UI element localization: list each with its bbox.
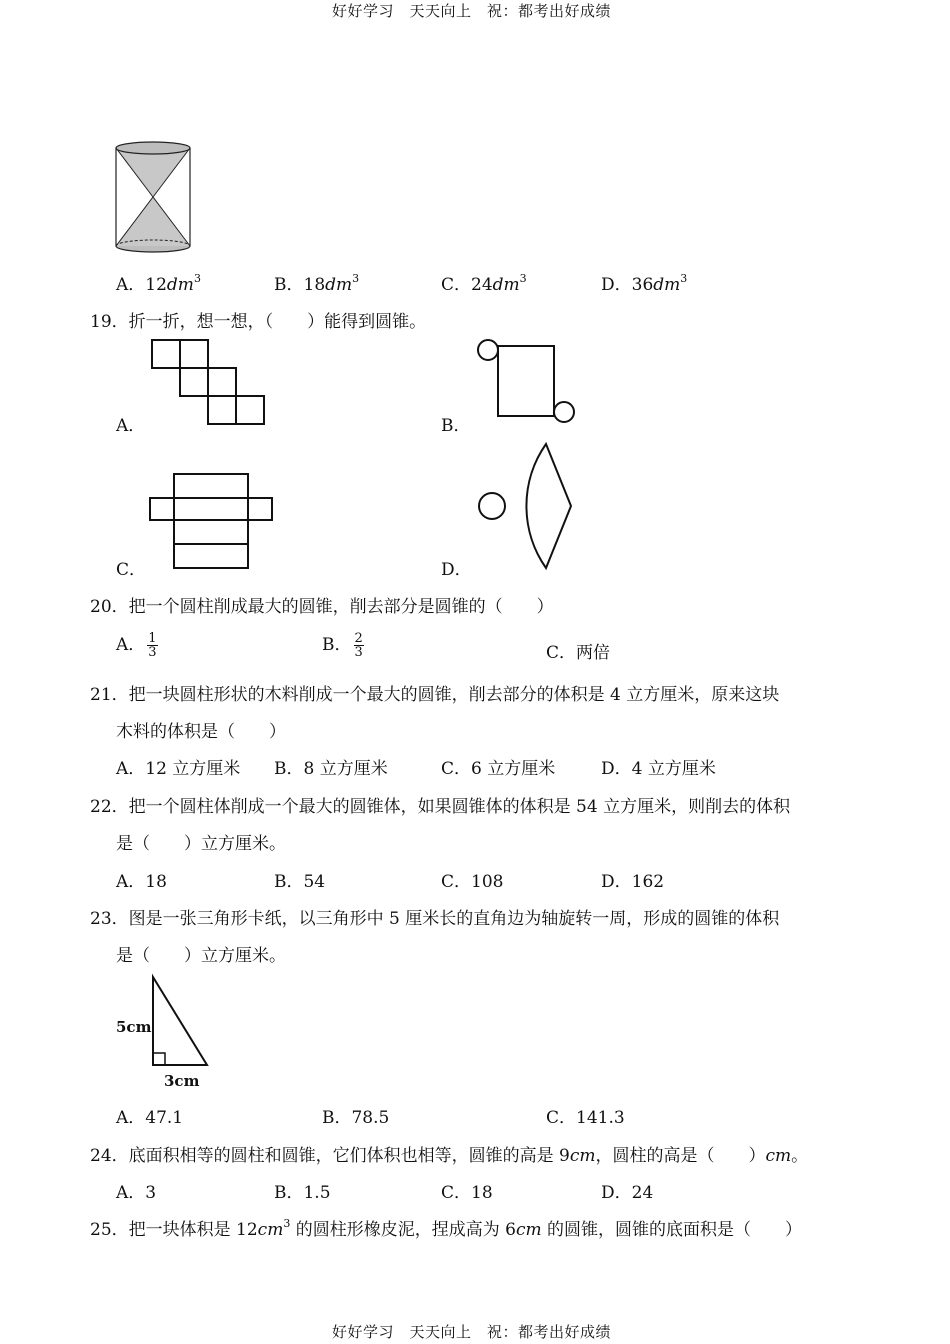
option-value: 36 [631,275,654,295]
q22-text-line1: 22．把一个圆柱体削成一个最大的圆锥体，如果圆锥体的体积是 54 立方厘米，则削去的体积 [90,797,791,817]
unit: dm [166,275,194,295]
option-value: 18 [303,275,326,295]
triangle-base-label: 3cm [164,1072,200,1090]
exponent: 3 [519,272,527,286]
option-label: B． [274,275,304,295]
q20-option-b[interactable] [322,630,364,659]
q25-text [90,1215,802,1240]
q22-option-c[interactable]: C．108 [441,872,504,892]
q19-net-c-figure [148,472,274,570]
q21-option-d[interactable]: D．4 立方厘米 [601,759,716,779]
q19-option-d[interactable]: D． [441,560,472,580]
q22-option-a[interactable]: A．18 [116,872,167,892]
q19-net-a-figure [150,338,266,426]
q22-option-d[interactable]: D．162 [601,872,665,892]
q20-option-c[interactable]: C．两倍 [546,643,611,663]
q19-net-b-figure [476,338,580,426]
q24-option-c[interactable]: C．18 [441,1183,493,1203]
q18-option-b[interactable] [274,270,359,295]
unit: dm [492,275,520,295]
q18-option-d[interactable] [601,270,687,295]
q23-option-a[interactable]: A．47.1 [116,1108,184,1128]
q25-text-end: 的圆锥，圆锥的底面积是（ ） [541,1220,803,1240]
numerator: 2 [354,631,363,646]
q21-option-a[interactable]: A．12 立方厘米 [116,759,241,779]
q24-text-middle: ，圆柱的高是（ ） [595,1146,766,1166]
option-label: A． [116,275,146,295]
exponent: 3 [283,1217,291,1231]
q19-text: 19．折一折，想一想，（ ）能得到圆锥。 [90,312,427,332]
exponent: 3 [680,272,688,286]
q19-option-b[interactable]: B． [441,416,471,436]
page-footer: 好好学习 天天向上 祝：都考出好成绩 [332,1323,612,1341]
q19-option-c[interactable]: C． [116,560,147,580]
unit: dm [653,275,681,295]
q25-text-prefix: 25．把一块体积是 12 [90,1220,258,1240]
q20-option-a[interactable] [116,630,158,659]
q24-option-d[interactable]: D．24 [601,1183,654,1203]
q18-option-c[interactable] [441,270,527,295]
unit: dm [325,275,353,295]
q22-option-b[interactable]: B．54 [274,872,326,892]
q21-text-line2: 木料的体积是（ ） [116,722,286,742]
unit: cm [765,1146,792,1166]
option-value: 24 [471,275,493,295]
q24-option-b[interactable]: B．1.5 [274,1183,331,1203]
option-label: B． [322,635,352,655]
option-value: 12 [145,275,167,295]
unit: cm [515,1220,542,1240]
denominator: 3 [354,645,363,660]
q18-option-a[interactable] [116,270,201,295]
numerator: 1 [148,631,157,646]
fraction [354,632,364,659]
option-label: D． [601,275,632,295]
q21-text-line1: 21．把一块圆柱形状的木料削成一个最大的圆锥，削去部分的体积是 4 立方厘米，原来这块 [90,685,780,705]
q21-option-b[interactable]: B．8 立方厘米 [274,759,388,779]
q24-text-end: 。 [791,1146,809,1166]
q23-option-c[interactable]: C．141.3 [546,1108,625,1128]
q19-option-a[interactable]: A． [116,416,146,436]
option-label: A． [116,635,146,655]
cylinder-cones-figure [108,138,198,256]
q23-text-line2: 是（ ）立方厘米。 [116,946,286,966]
page-header: 好好学习 天天向上 祝：都考出好成绩 [332,2,612,20]
right-triangle-figure [150,975,212,1069]
denominator: 3 [148,645,157,660]
q23-text-line1: 23．图是一张三角形卡纸，以三角形中 5 厘米长的直角边为轴旋转一周，形成的圆锥的体积 [90,909,780,929]
unit: cm [569,1146,596,1166]
q24-option-a[interactable]: A．3 [116,1183,157,1203]
fraction [147,632,157,659]
q21-option-c[interactable]: C．6 立方厘米 [441,759,556,779]
q24-text-prefix: 24．底面积相等的圆柱和圆锥，它们体积也相等，圆锥的高是 9 [90,1146,570,1166]
q19-net-d-figure [476,442,576,572]
q20-text: 20．把一个圆柱削成最大的圆锥，削去部分是圆锥的（ ） [90,597,554,617]
q23-option-b[interactable]: B．78.5 [322,1108,390,1128]
q24-text [90,1141,808,1166]
option-label: C． [441,275,472,295]
exponent: 3 [352,272,360,286]
triangle-height-label: 5cm [116,1018,152,1036]
unit: cm [257,1220,284,1240]
exponent: 3 [193,272,201,286]
q22-text-line2: 是（ ）立方厘米。 [116,834,286,854]
q25-text-middle: 的圆柱形橡皮泥，捏成高为 6 [290,1220,516,1240]
